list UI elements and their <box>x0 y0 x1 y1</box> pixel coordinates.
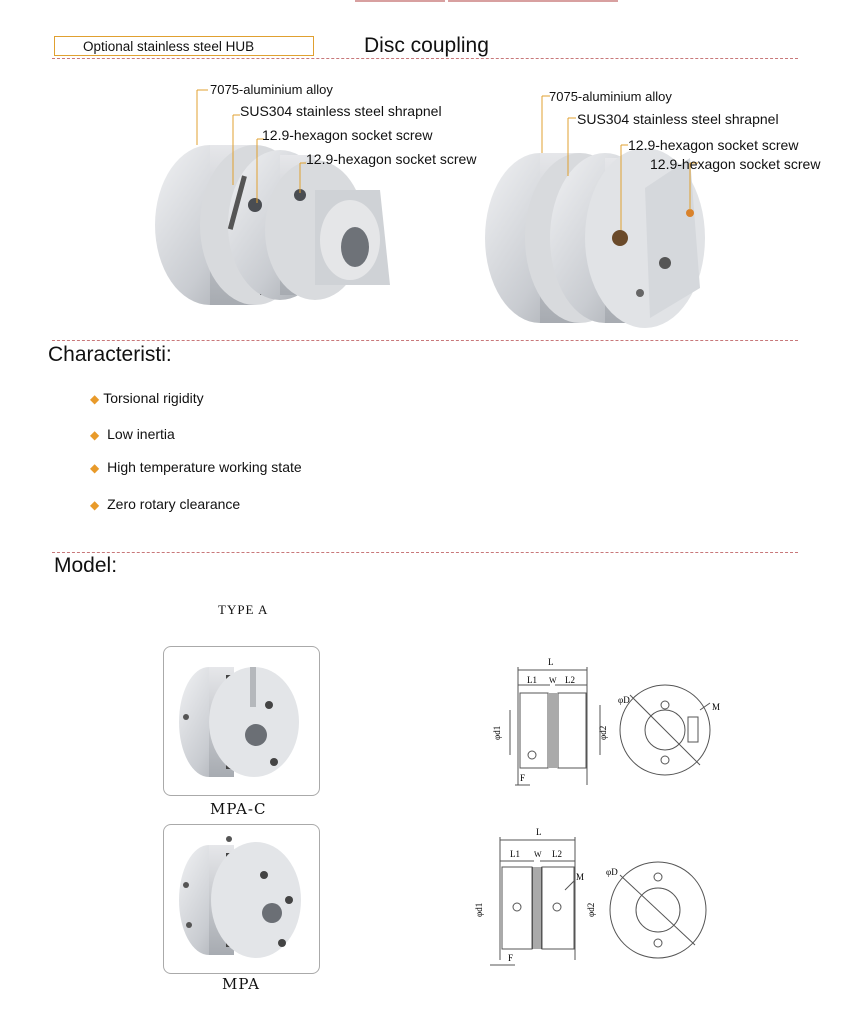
dim-d2: φd2 <box>598 725 608 740</box>
dim-d1: φd1 <box>492 725 502 740</box>
coupling-photo-icon <box>164 647 319 795</box>
feature-item-4: ◆ Zero rotary clearance <box>90 496 241 512</box>
product-caption-mpa: MPA <box>222 975 260 993</box>
top-rule-1 <box>355 0 445 2</box>
dim-W: W <box>534 850 542 859</box>
dim-L2: L2 <box>552 849 562 859</box>
dim-M: M <box>712 702 721 712</box>
callout-left-1: 7075-aluminium alloy <box>210 82 333 97</box>
feature-item-3: ◆ High temperature working state <box>90 459 302 475</box>
dim-L1: L1 <box>510 849 520 859</box>
callout-left-4: 12.9-hexagon socket screw <box>306 151 477 167</box>
dim-d2: φd2 <box>586 902 596 917</box>
diamond-bullet-icon: ◆ <box>90 428 100 442</box>
callout-right-1: 7075-aluminium alloy <box>549 89 672 104</box>
technical-drawing-mpa-c <box>490 655 740 795</box>
diamond-bullet-icon: ◆ <box>90 392 100 406</box>
page-title: Disc coupling <box>364 34 489 57</box>
divider-3 <box>52 552 798 553</box>
divider-1 <box>52 58 798 59</box>
dim-d1: φd1 <box>474 902 484 917</box>
dim-L2: L2 <box>565 675 575 685</box>
coupling-image-left <box>140 85 490 335</box>
dim-L: L <box>548 657 554 667</box>
dim-D: φD <box>618 695 630 705</box>
callout-right-3: 12.9-hexagon socket screw <box>628 137 799 153</box>
dim-L: L <box>536 827 542 837</box>
diamond-bullet-icon: ◆ <box>90 461 100 475</box>
technical-drawing-mpa <box>470 825 720 975</box>
product-photo-mpa-c <box>163 646 320 796</box>
dim-W: W <box>549 676 557 685</box>
dim-D: φD <box>606 867 618 877</box>
hub-option-label: Optional stainless steel HUB <box>54 36 314 56</box>
model-heading: Model: <box>54 554 118 577</box>
coupling-photo-icon <box>164 825 319 973</box>
product-photo-mpa <box>163 824 320 974</box>
dim-F: F <box>520 773 526 783</box>
callout-left-3: 12.9-hexagon socket screw <box>262 127 433 143</box>
dim-F: F <box>508 953 514 963</box>
feature-item-2: ◆ Low inertia <box>90 426 175 442</box>
type-label: TYPE A <box>218 602 269 617</box>
dim-L1: L1 <box>527 675 537 685</box>
dim-M: M <box>576 872 585 882</box>
callout-right-2: SUS304 stainless steel shrapnel <box>577 111 779 127</box>
feature-item-1: ◆ Torsional rigidity <box>90 390 204 406</box>
diamond-bullet-icon: ◆ <box>90 498 100 512</box>
top-rule-2 <box>448 0 618 2</box>
callout-right-4: 12.9-hexagon socket screw <box>650 156 821 172</box>
product-caption-mpa-c: MPA-C <box>210 800 267 818</box>
divider-2 <box>52 340 798 341</box>
callout-left-2: SUS304 stainless steel shrapnel <box>240 103 442 119</box>
characteristics-heading: Characteristi: <box>48 343 172 366</box>
